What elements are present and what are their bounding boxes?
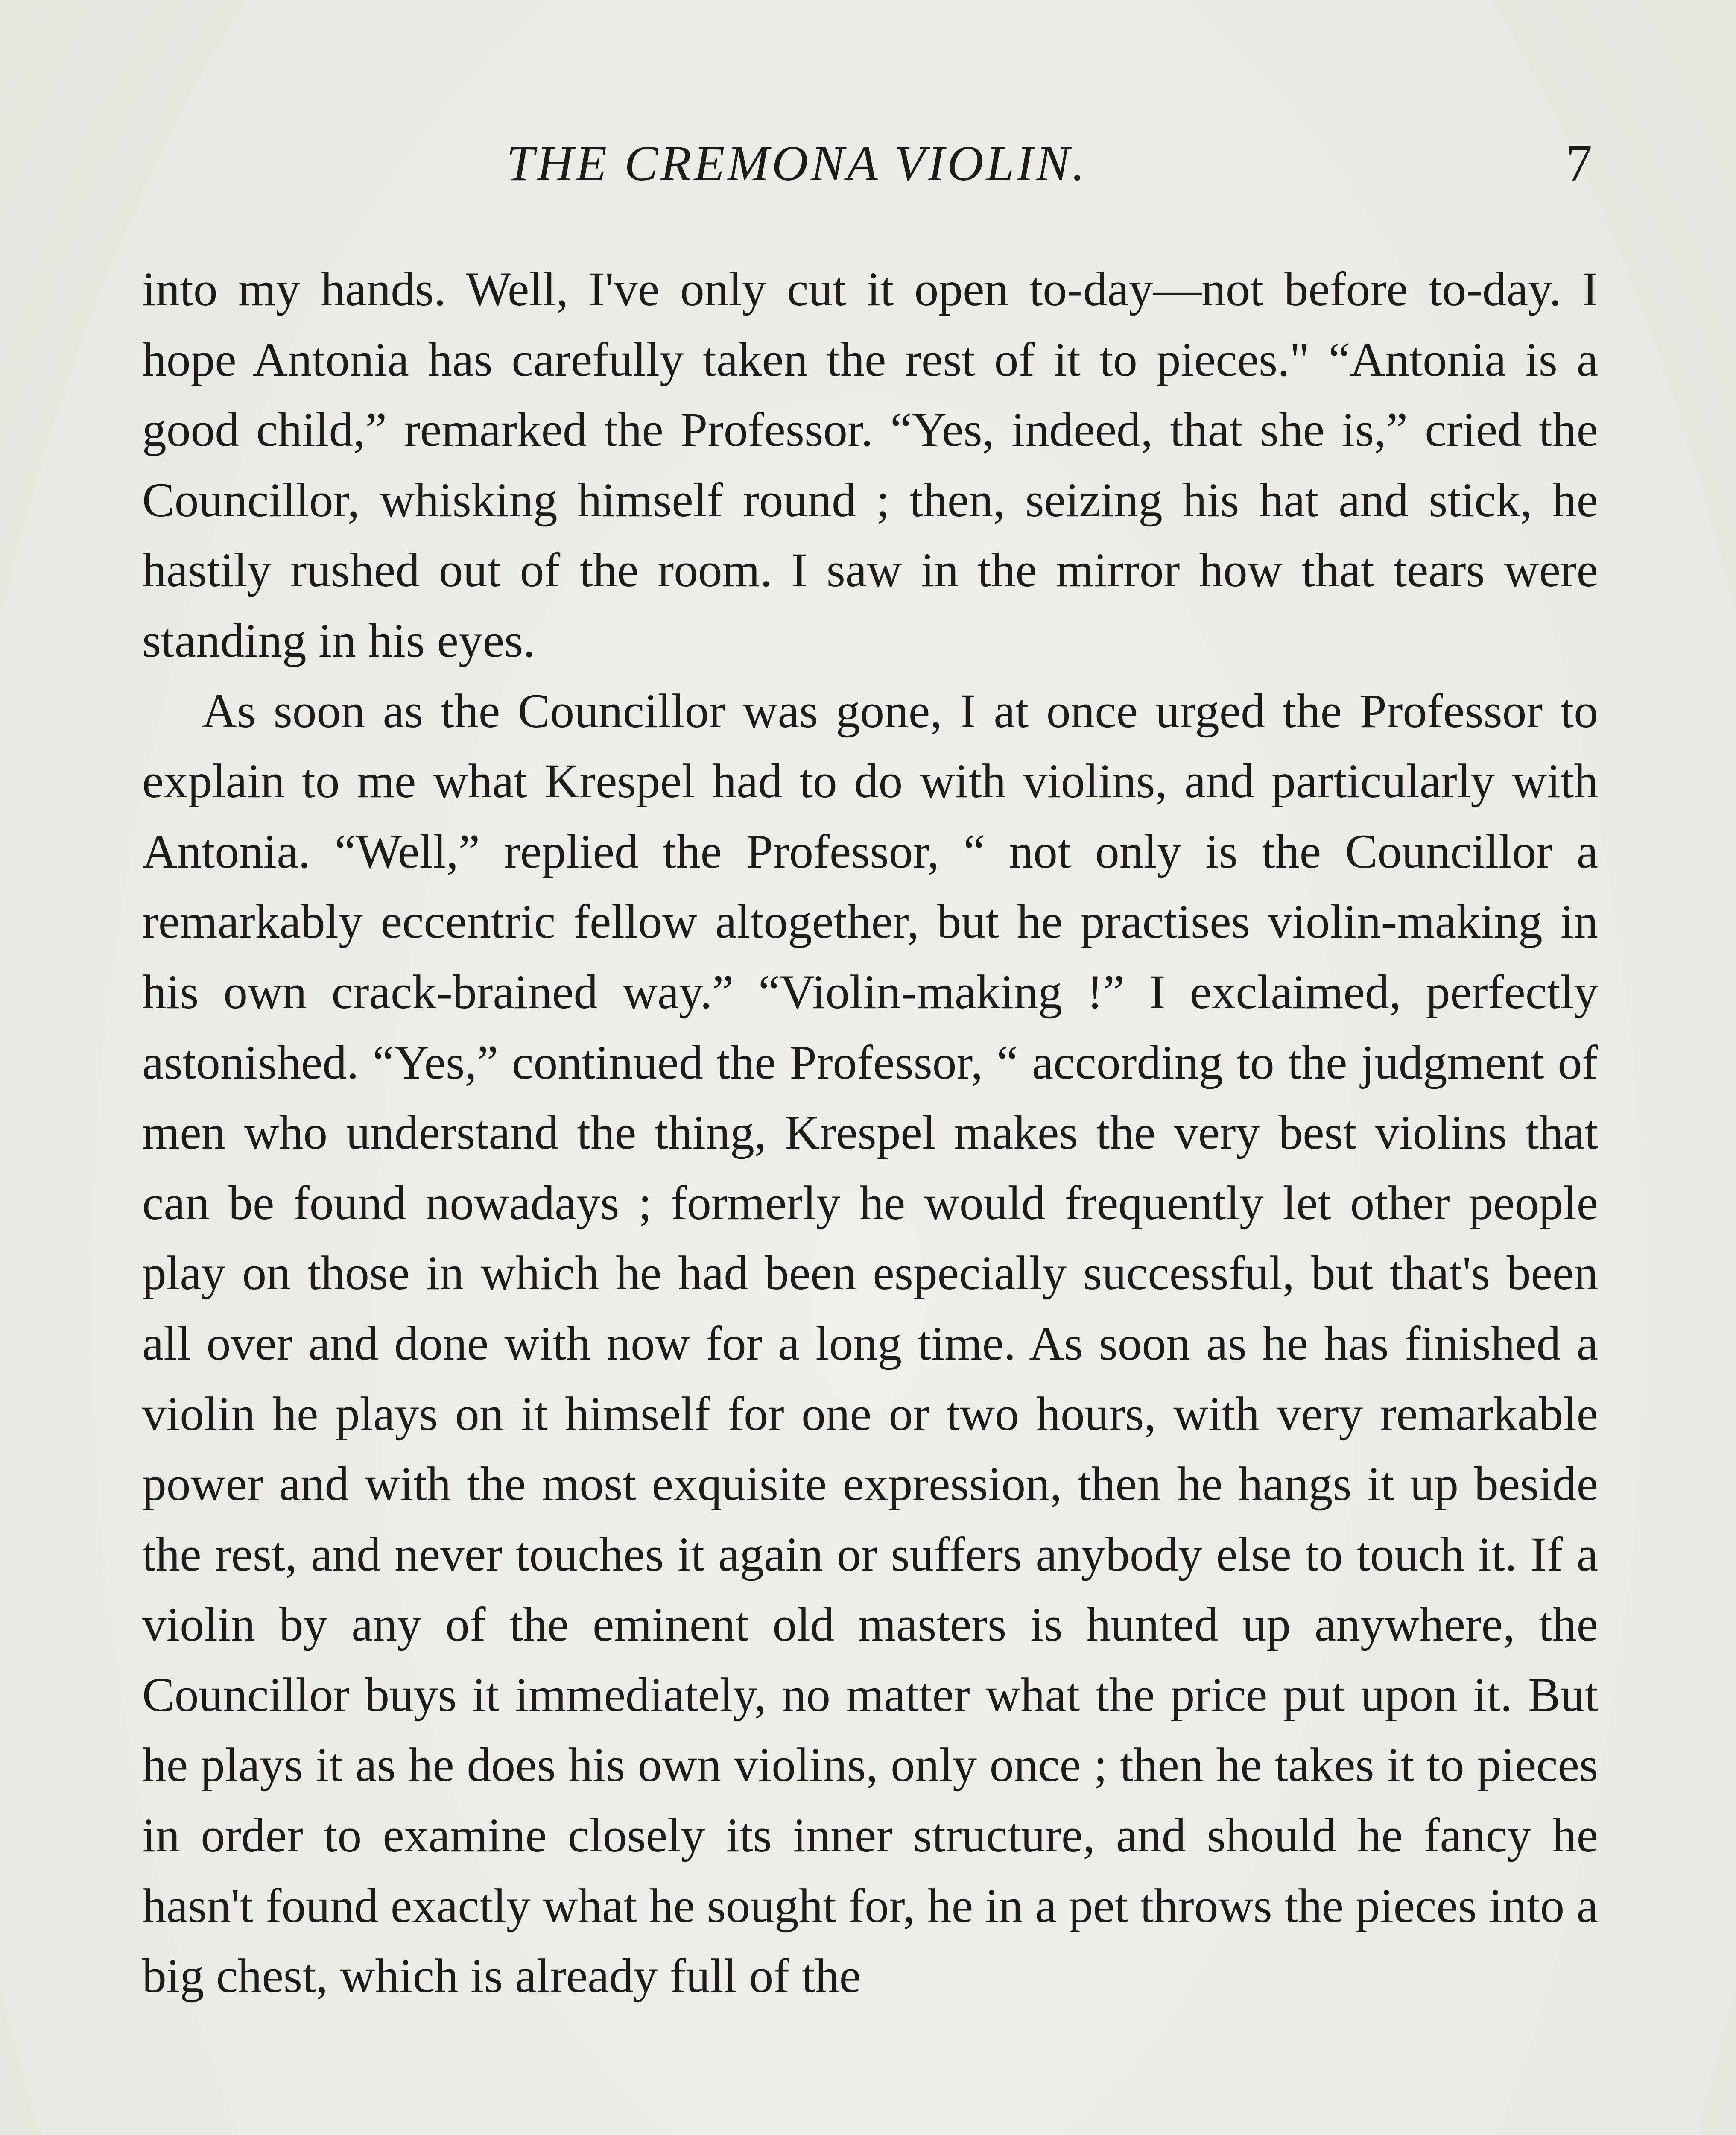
body-text — [142, 254, 1598, 2011]
running-head — [0, 136, 1736, 191]
running-title: THE CREMONA VIOLIN. — [506, 135, 1087, 191]
paragraph-continuation: into my hands. Well, I've only cut it open to-day—not before to-day. I hope Antonia has carefully taken the rest of it to pieces." “Antonia is a good child,” remarked the Professor. “Yes, indeed, that she is,” cried the Councillor, whisking himself round ; then, seizing his hat and stick, he hastily rushed out of the room. I saw in the mirror how that tears were standing in his eyes. — [142, 262, 1598, 667]
paragraph-councillor-gone: As soon as the Councillor was gone, I at once urged the Professor to explain to me what Krespel had to do with violins, and particularly with Antonia. “Well,” replied the Professor, “ not only is the Councillor a remarkably eccentric fellow altogether, but he practises violin-making in his own crack-brained way.” “Violin-making !” I exclaimed, perfectly astonished. “Yes,” continued the Professor, “ according to the judgment of men who understand the thing, Krespel makes the very best violins that can be found nowadays ; formerly he would frequently let other people play on those in which he had been especially successful, but that's been all over and done with now for a long time. As soon as he has finished a violin he plays on it himself for one or two hours, with very remarkable power and with the most exquisite expression, then he hangs it up beside the rest, and never touches it again or suffers anybody else to touch it. If a violin by any of the eminent old masters is hunted up anywhere, the Councillor buys it immediately, no matter what the price put upon it. But he plays it as he does his own violins, only once ; then he takes it to pieces in order to examine closely its inner structure, and should he fancy he hasn't found exactly what he sought for, he in a pet throws the pieces into a big chest, which is already full of the — [142, 684, 1598, 2003]
page-number: 7 — [1566, 135, 1592, 192]
